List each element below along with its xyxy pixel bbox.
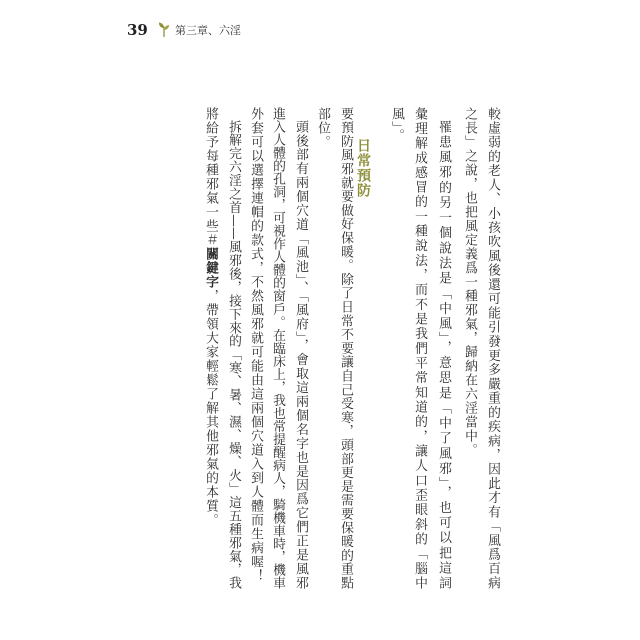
page-number: 39 [127,21,148,39]
keyword-highlight: 關鍵字 [203,247,218,289]
text-column: 部位。 [315,107,330,149]
text-column: 罹患風邪的另一個說法是「中風」，意思是「中了風邪」，也可以把這詞 [436,119,451,589]
closing-text-end: ，帶領大家輕鬆了解其他邪氣的本質。 [203,289,218,527]
text-column: 較虛弱的老人、小孩吹風後還可能引發更多嚴重的疾病，因此才有「風爲百病 [485,107,500,589]
text-column: 風」。 [389,107,404,143]
text-column: 頭後部有兩個穴道「風池」、「風府」，會取這兩個名字也是因爲它們正是風邪 [293,119,308,589]
text-column: 要預防風邪就要做好保暖。除了日常不要讓自己受寒，頭部更是需要保暖的重點 [338,107,353,589]
text-column: 之長」之說，也把風定義爲一種邪氣，歸納在六淫當中。 [462,107,477,457]
chapter-title: 第三章、六淫 [175,24,241,37]
text-column: 進入人體的孔洞，可視作人體的窗戶。在臨床上，我也常提醒病人，騎機車時，機車 [270,107,285,589]
closing-text-start: 將給予每種邪氣一些＃ [203,107,218,247]
sprout-icon [158,20,170,37]
text-column: 彙理解成感冒的一種說法，而不是我們平常知道的，讓人口歪眼斜的「腦中 [412,107,427,589]
text-column [200,107,220,589]
text-column: 拆解完六淫之首——風邪後，接下來的「寒、暑、濕、燥、火」這五種邪氣，我 [226,119,241,589]
section-heading: 日常預防 [355,138,371,198]
text-column: 外套可以選擇連帽的款式，不然風邪就可能由這兩個穴道入到人體而生病喔！ [248,107,263,583]
